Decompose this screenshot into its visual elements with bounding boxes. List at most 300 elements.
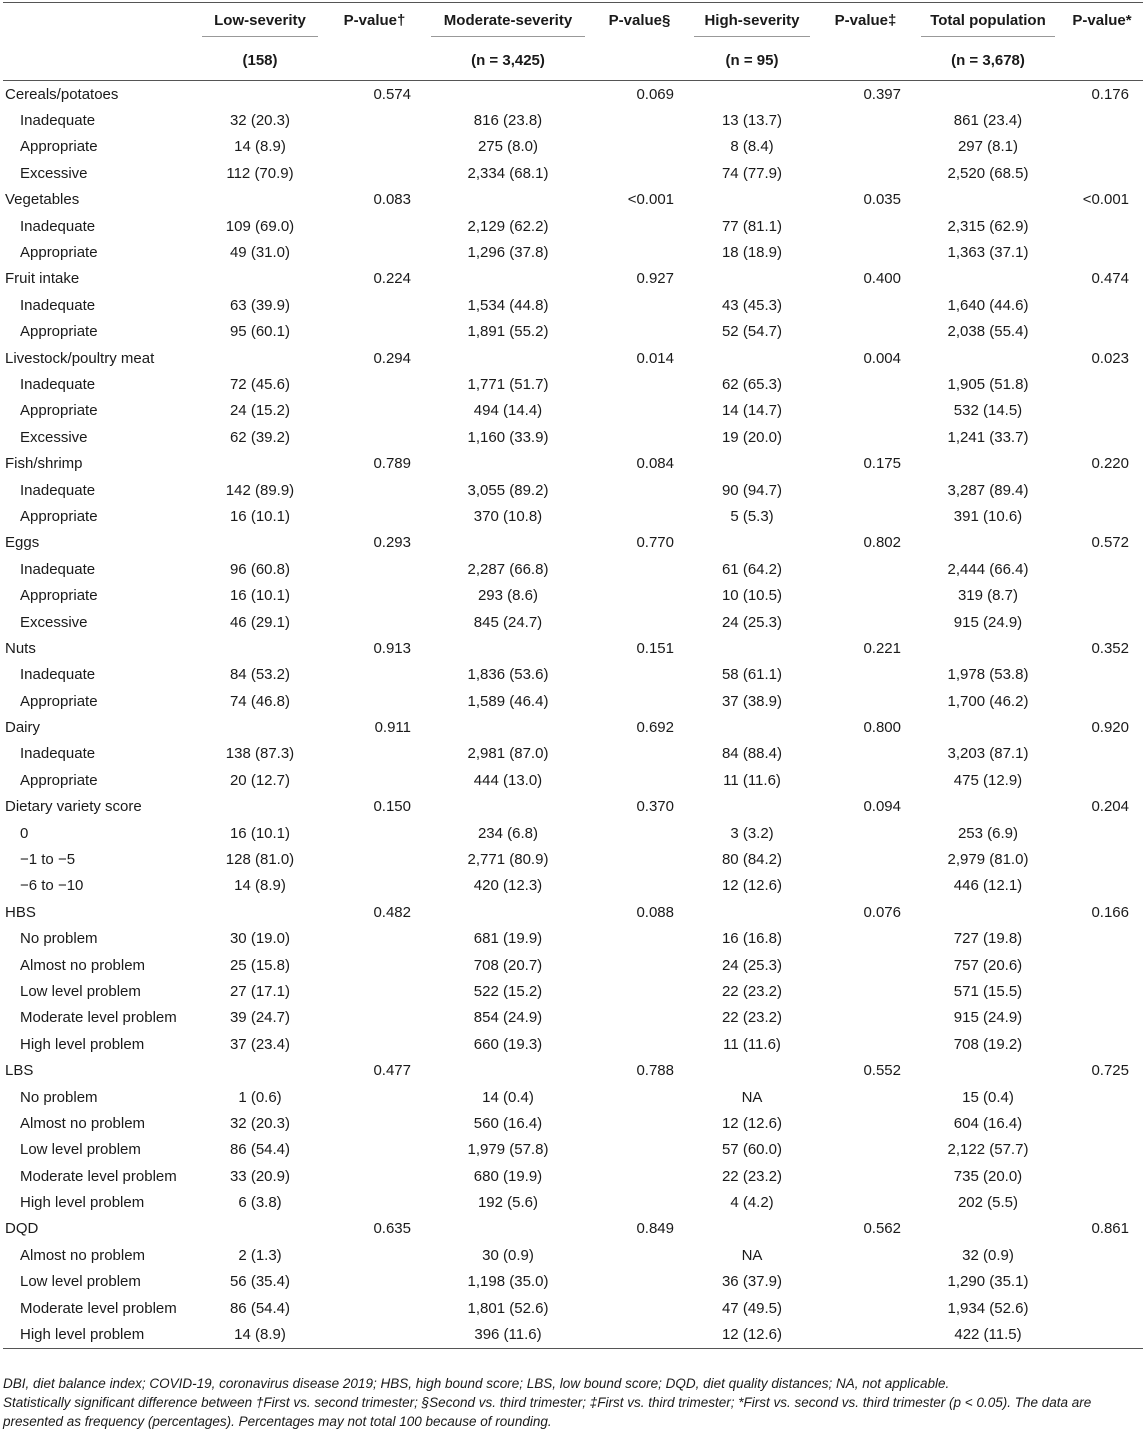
empty-cell (1061, 662, 1143, 688)
value-cell: 37 (23.4) (229, 1035, 291, 1053)
value-cell: 202 (5.5) (957, 1194, 1019, 1212)
empty-cell (196, 635, 324, 661)
p-value-cell: 0.352 (1091, 639, 1129, 657)
table-row (3, 662, 1143, 688)
empty-cell (425, 1057, 591, 1083)
p-value-cell: 0.477 (373, 1062, 411, 1080)
table-row-group (3, 1057, 1143, 1083)
empty-cell (324, 239, 425, 265)
value-cell: 816 (23.8) (473, 112, 543, 130)
empty-cell (324, 1163, 425, 1189)
empty-cell (915, 187, 1061, 213)
empty-cell (816, 239, 915, 265)
empty-cell (324, 873, 425, 899)
empty-cell (591, 582, 688, 608)
table-row (3, 1321, 1143, 1348)
value-cell: 57 (60.0) (721, 1141, 783, 1159)
value-cell: 39 (24.7) (229, 1009, 291, 1027)
p-value-cell: 0.800 (863, 719, 901, 737)
value-cell: 708 (19.2) (953, 1035, 1023, 1053)
value-cell: 681 (19.9) (473, 930, 543, 948)
p-value-cell: 0.294 (373, 349, 411, 367)
footnote-statistics: Statistically significant difference between †First vs. second trimester; §Second vs. third trimester; ‡First vs. third trimester; *First vs. second vs. third trimester (p < 0.05). The data are presented as frequency (percentages). Percentages may not total 100 because of rounding. (3, 1395, 1092, 1429)
empty-cell (591, 846, 688, 872)
value-cell: 444 (13.0) (473, 771, 543, 789)
empty-cell (591, 477, 688, 503)
empty-cell (915, 81, 1061, 108)
empty-cell (425, 450, 591, 476)
p-value-cell: 0.221 (863, 639, 901, 657)
empty-cell (324, 477, 425, 503)
empty-cell (915, 450, 1061, 476)
empty-cell (816, 1163, 915, 1189)
value-cell: 735 (20.0) (953, 1167, 1023, 1185)
group-label: Cereals/potatoes (5, 85, 119, 103)
empty-cell (1061, 398, 1143, 424)
empty-cell (1061, 926, 1143, 952)
value-cell: 14 (8.9) (234, 877, 286, 895)
group-label: Nuts (5, 639, 36, 657)
p-value-cell: 0.913 (373, 639, 411, 657)
empty-cell (591, 873, 688, 899)
empty-cell (816, 820, 915, 846)
empty-cell (1061, 556, 1143, 582)
value-cell: 854 (24.9) (473, 1009, 543, 1027)
empty-cell (425, 266, 591, 292)
table-row (3, 1295, 1143, 1321)
empty-cell (1061, 371, 1143, 397)
empty-cell (688, 714, 816, 740)
value-cell: 16 (10.1) (229, 507, 291, 525)
table-row-group (3, 794, 1143, 820)
table-row (3, 1005, 1143, 1031)
value-cell: 192 (5.6) (477, 1194, 539, 1212)
table-row (3, 1269, 1143, 1295)
value-cell: 2,334 (68.1) (467, 164, 549, 182)
row-label: Almost no problem (20, 1114, 146, 1132)
table-row (3, 556, 1143, 582)
table-row (3, 741, 1143, 767)
value-cell: 43 (45.3) (721, 296, 783, 314)
row-label: Inadequate (20, 666, 96, 684)
empty-cell (1061, 582, 1143, 608)
p-value-cell: 0.911 (374, 719, 411, 737)
empty-cell (591, 371, 688, 397)
value-cell: 90 (94.7) (721, 481, 783, 499)
row-label: Excessive (20, 164, 88, 182)
p-value-cell: 0.927 (636, 270, 674, 288)
value-cell: 18 (18.9) (721, 244, 783, 262)
empty-cell (1061, 1163, 1143, 1189)
value-cell: 16 (10.1) (229, 824, 291, 842)
empty-cell (591, 1137, 688, 1163)
group-label: Dairy (5, 719, 41, 737)
empty-cell (816, 556, 915, 582)
row-label: Inadequate (20, 560, 96, 578)
table-row (3, 767, 1143, 793)
value-cell: 1,589 (46.4) (467, 692, 549, 710)
value-cell: 95 (60.1) (229, 323, 291, 341)
empty-cell (591, 662, 688, 688)
empty-cell (425, 1216, 591, 1242)
count-cell-8 (1061, 40, 1143, 81)
table-row-group (3, 81, 1143, 108)
empty-cell (688, 530, 816, 556)
value-cell: 1,700 (46.2) (947, 692, 1029, 710)
table-row (3, 820, 1143, 846)
header-p-value-4: P-value* (1072, 12, 1132, 29)
empty-cell (591, 160, 688, 186)
count-low-severity: (158) (196, 40, 324, 81)
row-label: High level problem (20, 1194, 145, 1212)
value-cell: 1,891 (55.2) (467, 323, 549, 341)
empty-cell (1061, 134, 1143, 160)
p-value-cell: 0.572 (1091, 534, 1129, 552)
empty-cell (196, 345, 324, 371)
empty-cell (816, 662, 915, 688)
table-row (3, 1163, 1143, 1189)
empty-cell (425, 187, 591, 213)
value-cell: 74 (77.9) (721, 164, 783, 182)
p-value-cell: 0.014 (636, 349, 674, 367)
value-cell: 391 (10.6) (953, 507, 1023, 525)
value-cell: 370 (10.8) (473, 507, 543, 525)
p-value-cell: 0.293 (373, 534, 411, 552)
row-label: Appropriate (20, 138, 98, 156)
empty-cell (816, 978, 915, 1004)
p-value-cell: 0.220 (1091, 455, 1129, 473)
empty-cell (324, 978, 425, 1004)
value-cell: 532 (14.5) (953, 402, 1023, 420)
group-label: DQD (5, 1220, 39, 1238)
row-label: 0 (20, 824, 29, 842)
empty-cell (591, 688, 688, 714)
empty-cell (591, 556, 688, 582)
table-row-group (3, 530, 1143, 556)
empty-cell (196, 1216, 324, 1242)
value-cell: 560 (16.4) (473, 1114, 543, 1132)
value-cell: 142 (89.9) (225, 481, 295, 499)
empty-cell (324, 371, 425, 397)
empty-cell (1061, 503, 1143, 529)
empty-cell (324, 1110, 425, 1136)
row-label: Low level problem (20, 982, 141, 1000)
empty-cell (324, 662, 425, 688)
empty-cell (1061, 873, 1143, 899)
table-row (3, 1084, 1143, 1110)
value-cell: 16 (16.8) (721, 930, 783, 948)
value-cell: 84 (88.4) (721, 745, 783, 763)
value-cell: 319 (8.7) (957, 587, 1019, 605)
count-high-severity: (n = 95) (688, 40, 816, 81)
table-row-group (3, 635, 1143, 661)
table-body (3, 81, 1143, 1349)
table-row-group (3, 450, 1143, 476)
value-cell: 24 (15.2) (229, 402, 291, 420)
empty-cell (816, 477, 915, 503)
empty-cell (1061, 978, 1143, 1004)
value-cell: 36 (37.9) (721, 1273, 783, 1291)
table-row (3, 1110, 1143, 1136)
value-cell: 138 (87.3) (225, 745, 295, 763)
value-cell: 86 (54.4) (229, 1141, 291, 1159)
empty-cell (425, 714, 591, 740)
empty-cell (688, 1216, 816, 1242)
value-cell: 420 (12.3) (473, 877, 543, 895)
row-label: Inadequate (20, 481, 96, 499)
p-value-cell: 0.861 (1091, 1220, 1129, 1238)
empty-cell (915, 635, 1061, 661)
empty-cell (915, 530, 1061, 556)
header-row (3, 8, 1143, 40)
empty-cell (324, 767, 425, 793)
value-cell: 446 (12.1) (953, 877, 1023, 895)
empty-cell (688, 81, 816, 108)
empty-cell (816, 1110, 915, 1136)
p-value-cell: 0.562 (863, 1220, 901, 1238)
p-value-cell: 0.175 (863, 455, 901, 473)
p-value-cell: 0.151 (636, 639, 674, 657)
empty-cell (1061, 107, 1143, 133)
table-row (3, 1137, 1143, 1163)
value-cell: 19 (20.0) (721, 428, 783, 446)
p-value-cell: 0.035 (863, 191, 901, 209)
p-value-cell: 0.224 (373, 270, 411, 288)
value-cell: 1,640 (44.6) (947, 296, 1029, 314)
row-label: Almost no problem (20, 1246, 146, 1264)
empty-cell (1061, 319, 1143, 345)
footnote-abbreviations: DBI, diet balance index; COVID-19, coronavirus disease 2019; HBS, high bound score; LBS, low bound score; DQD, diet quality distances; NA, not applicable. (3, 1376, 950, 1391)
count-cell-2 (324, 40, 425, 81)
value-cell: 32 (20.3) (229, 112, 291, 130)
value-cell: 1,978 (53.8) (947, 666, 1029, 684)
empty-cell (591, 1005, 688, 1031)
empty-cell (324, 1295, 425, 1321)
empty-cell (425, 345, 591, 371)
empty-cell (591, 1242, 688, 1268)
empty-cell (196, 899, 324, 925)
table-row (3, 582, 1143, 608)
empty-cell (425, 794, 591, 820)
empty-cell (816, 926, 915, 952)
table-row (3, 424, 1143, 450)
table-row (3, 926, 1143, 952)
empty-cell (425, 635, 591, 661)
empty-cell (196, 530, 324, 556)
empty-cell (324, 741, 425, 767)
empty-cell (196, 450, 324, 476)
p-value-cell: 0.788 (636, 1062, 674, 1080)
row-label: Excessive (20, 613, 88, 631)
empty-cell (324, 1031, 425, 1057)
empty-cell (816, 134, 915, 160)
value-cell: 915 (24.9) (953, 613, 1023, 631)
value-cell: 5 (5.3) (730, 507, 774, 525)
value-cell: 396 (11.6) (425, 1321, 591, 1348)
p-value-cell: 0.635 (373, 1220, 411, 1238)
value-cell: 32 (20.3) (229, 1114, 291, 1132)
empty-cell (591, 213, 688, 239)
table-row-group (3, 345, 1143, 371)
value-cell: 14 (8.9) (196, 1321, 324, 1348)
row-label: Appropriate (20, 692, 98, 710)
count-moderate-severity: (n = 3,425) (425, 40, 591, 81)
table-row (3, 107, 1143, 133)
value-cell: 74 (46.8) (229, 692, 291, 710)
empty-cell (915, 1216, 1061, 1242)
value-cell: 1,296 (37.8) (467, 244, 549, 262)
value-cell: 475 (12.9) (953, 771, 1023, 789)
value-cell: 12 (12.6) (721, 877, 783, 895)
table-row (3, 1242, 1143, 1268)
empty-cell (816, 371, 915, 397)
value-cell: 680 (19.9) (473, 1167, 543, 1185)
row-label: −6 to −10 (20, 877, 84, 895)
empty-cell (196, 1057, 324, 1083)
value-cell: 234 (6.8) (477, 824, 539, 842)
value-cell: 22 (23.2) (721, 1009, 783, 1027)
row-label: Excessive (20, 428, 88, 446)
value-cell: 2,122 (57.7) (947, 1141, 1029, 1159)
value-cell: 604 (16.4) (953, 1114, 1023, 1132)
p-value-cell: 0.150 (373, 798, 411, 816)
empty-cell (816, 1005, 915, 1031)
table-row (3, 134, 1143, 160)
empty-cell (324, 398, 425, 424)
header-high-severity: High-severity (688, 8, 816, 40)
value-cell: 33 (20.9) (229, 1167, 291, 1185)
value-cell: 96 (60.8) (229, 560, 291, 578)
value-cell: 1,905 (51.8) (947, 375, 1029, 393)
empty-cell (591, 767, 688, 793)
group-label: Dietary variety score (5, 798, 142, 816)
empty-cell (1061, 1084, 1143, 1110)
value-cell: 14 (14.7) (721, 402, 783, 420)
row-label: Appropriate (20, 507, 98, 525)
empty-cell (816, 503, 915, 529)
row-label: Low level problem (20, 1273, 141, 1291)
value-cell: 2,129 (62.2) (467, 217, 549, 235)
empty-cell (324, 1269, 425, 1295)
row-label: Appropriate (20, 244, 98, 262)
row-label: High level problem (20, 1035, 145, 1053)
empty-cell (915, 345, 1061, 371)
p-value-cell: 0.023 (1091, 349, 1129, 367)
table-row (3, 398, 1143, 424)
table-row-group (3, 714, 1143, 740)
value-cell: 12 (12.6) (721, 1114, 783, 1132)
empty-cell (591, 134, 688, 160)
row-label: Appropriate (20, 323, 98, 341)
row-label: High level problem (3, 1321, 196, 1348)
table-row (3, 846, 1143, 872)
row-label: Inadequate (20, 217, 96, 235)
table-row (3, 952, 1143, 978)
header-total-population: Total population (915, 8, 1061, 40)
value-cell: 15 (0.4) (962, 1088, 1014, 1106)
header-p-value-1: P-value† (343, 12, 406, 29)
value-cell: NA (741, 1246, 763, 1264)
empty-cell (591, 1110, 688, 1136)
group-label: Fish/shrimp (5, 455, 83, 473)
empty-cell (324, 1321, 425, 1348)
value-cell: 24 (25.3) (721, 613, 783, 631)
table-row (3, 503, 1143, 529)
empty-cell (1061, 160, 1143, 186)
value-cell: 84 (53.2) (229, 666, 291, 684)
value-cell: 3 (3.2) (730, 824, 774, 842)
value-cell: 4 (4.2) (730, 1194, 774, 1212)
row-label: −1 to −5 (20, 851, 76, 869)
value-cell: 293 (8.6) (477, 587, 539, 605)
header-low-severity: Low-severity (196, 8, 324, 40)
empty-cell (591, 319, 688, 345)
group-label: Livestock/poultry meat (5, 349, 155, 367)
value-cell: 62 (65.3) (721, 375, 783, 393)
value-cell: 2,038 (55.4) (947, 323, 1029, 341)
value-cell: 2,444 (66.4) (947, 560, 1029, 578)
empty-cell (1061, 213, 1143, 239)
value-cell: 72 (45.6) (229, 375, 291, 393)
empty-cell (324, 319, 425, 345)
header-count-row (3, 40, 1143, 81)
value-cell: 80 (84.2) (721, 851, 783, 869)
group-label: Eggs (5, 534, 40, 552)
empty-cell (915, 714, 1061, 740)
empty-cell (1061, 1269, 1143, 1295)
empty-cell (591, 239, 688, 265)
value-cell: 3,055 (89.2) (467, 481, 549, 499)
empty-cell (1061, 1110, 1143, 1136)
group-label: Vegetables (5, 191, 80, 209)
count-cell-0 (3, 40, 196, 81)
value-cell: 571 (15.5) (953, 982, 1023, 1000)
row-label: Almost no problem (20, 956, 146, 974)
empty-cell (591, 609, 688, 635)
p-value-cell: 0.204 (1091, 798, 1129, 816)
value-cell: 1,836 (53.6) (467, 666, 549, 684)
table-row-group (3, 1216, 1143, 1242)
value-cell: NA (741, 1088, 763, 1106)
empty-cell (816, 1137, 915, 1163)
p-value-cell: 0.552 (863, 1062, 901, 1080)
empty-cell (591, 1084, 688, 1110)
row-label: Moderate level problem (20, 1299, 177, 1317)
empty-cell (324, 820, 425, 846)
p-value-cell: 0.094 (863, 798, 901, 816)
empty-cell (591, 292, 688, 318)
value-cell: 494 (14.4) (473, 402, 543, 420)
empty-cell (816, 1189, 915, 1215)
empty-cell (591, 820, 688, 846)
p-value-cell: 0.400 (863, 270, 901, 288)
value-cell: 86 (54.4) (229, 1299, 291, 1317)
empty-cell (324, 952, 425, 978)
value-cell: 8 (8.4) (730, 138, 774, 156)
p-value-cell: 0.166 (1091, 903, 1129, 921)
value-cell: 1,290 (35.1) (947, 1273, 1029, 1291)
p-value-cell: 0.789 (373, 455, 411, 473)
p-value-cell: 0.076 (863, 903, 901, 921)
table-row (3, 1189, 1143, 1215)
p-value-cell: 0.482 (373, 903, 411, 921)
empty-cell (1061, 609, 1143, 635)
empty-cell (196, 266, 324, 292)
empty-cell (816, 398, 915, 424)
empty-cell (324, 1242, 425, 1268)
empty-cell (1061, 820, 1143, 846)
table-row-group (3, 187, 1143, 213)
